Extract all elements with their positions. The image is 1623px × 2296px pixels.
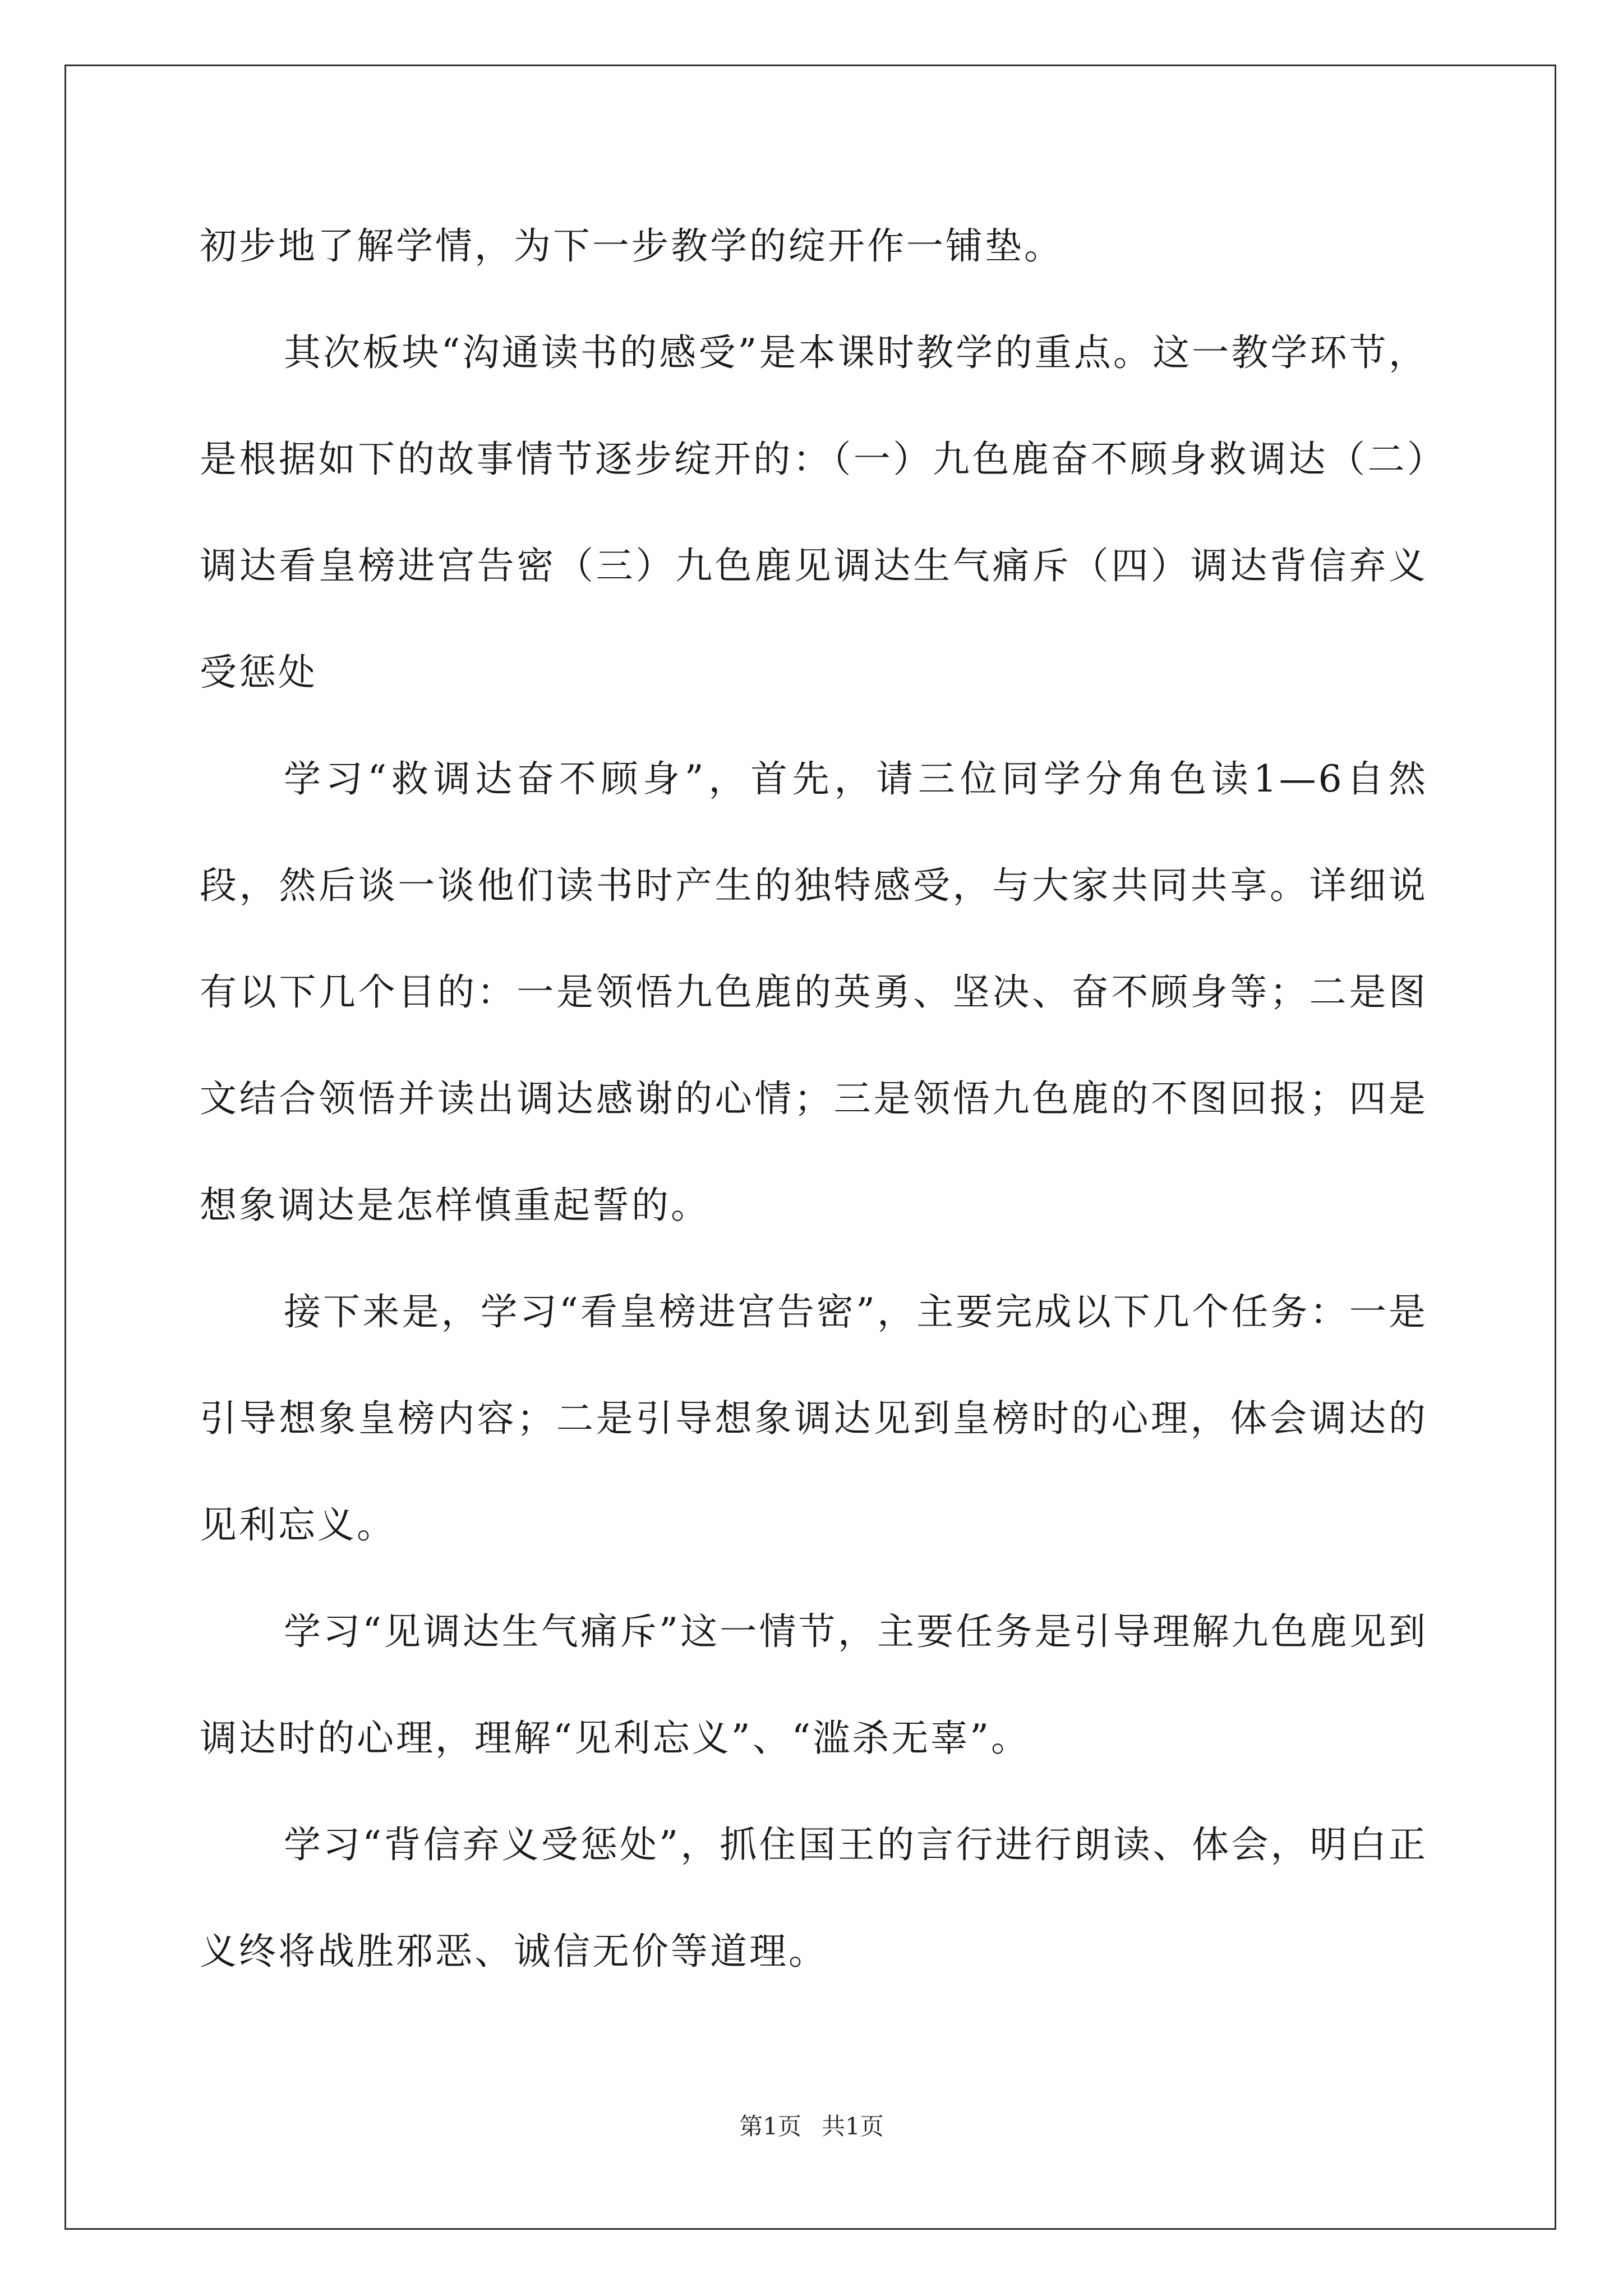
page-total: 共1页 xyxy=(822,2113,884,2140)
paragraph-1: 初步地了解学情，为下一步教学的绽开作一铺垫。 xyxy=(200,224,1063,268)
paragraph-6: 学习“背信弃义受惩处”，抓住国王的言行进行朗读、体会，明白正义终将战胜邪恶、诚信无价等道理。 xyxy=(200,1823,1428,1973)
page-number: 第1页 xyxy=(739,2113,801,2140)
paragraph-3: 学习“救调达奋不顾身”，首先，请三位同学分角色读1—6自然段，然后谈一谈他们读书时产生的独特感受，与大家共同共享。详细说有以下几个目的：一是领悟九色鹿的英勇、坚决、奋不顾身等；二是图文结合领悟并读出调达感谢的心情；三是领悟九色鹿的不图回报；四是想象调达是怎样慎重起誓的。 xyxy=(200,757,1428,1227)
paragraph-2: 其次板块“沟通读书的感受”是本课时教学的重点。这一教学环节，是根据如下的故事情节逐步绽开的：（一）九色鹿奋不顾身救调达（二）调达看皇榜进宫告密（三）九色鹿见调达生气痛斥（四）调达背信弃义受惩处 xyxy=(200,331,1428,694)
page-footer xyxy=(0,2113,1623,2141)
paragraph-5: 学习“见调达生气痛斥”这一情节，主要任务是引导理解九色鹿见到调达时的心理，理解“见利忘义”、“滥杀无辜”。 xyxy=(200,1610,1428,1760)
paragraph-4: 接下来是，学习“看皇榜进宫告密”，主要完成以下几个任务：一是引导想象皇榜内容；二是引导想象调达见到皇榜时的心理，体会调达的见利忘义。 xyxy=(200,1290,1428,1547)
document-body xyxy=(200,193,1428,2005)
